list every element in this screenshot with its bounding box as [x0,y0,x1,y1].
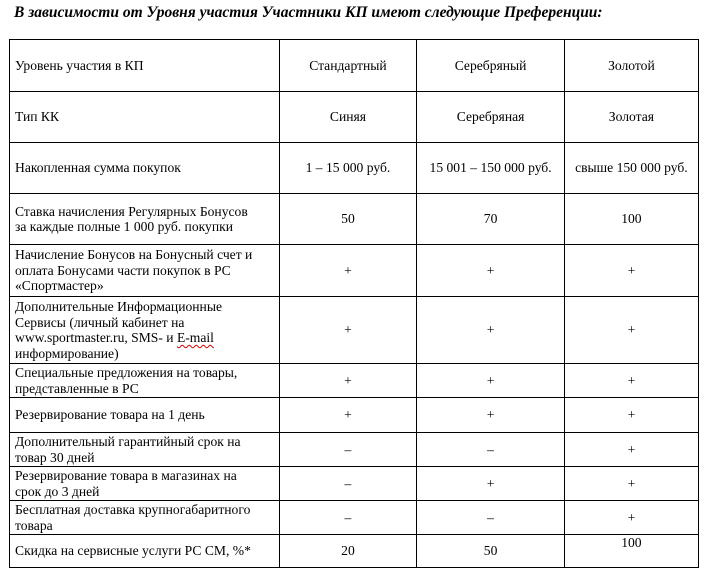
header-cell-silver: Серебряный [417,40,564,92]
cell-gold: Золотая [564,92,698,143]
table-header-row [10,40,699,92]
cell-gold: + [564,501,698,535]
cell-standard: – [279,467,417,501]
cell-standard: Синяя [279,92,417,143]
table-row-free-delivery [10,501,699,535]
cell-gold: + [564,245,698,297]
table-row-purchase-sum [10,143,699,194]
cell-standard: – [279,433,417,467]
preferences-table [9,39,699,568]
cell-gold: + [564,297,698,364]
row-label: Бесплатная доставка крупногабаритного товара [10,501,280,535]
row-label: Ставка начисления Регулярных Бонусов за каждые полные 1 000 руб. покупки [10,194,280,245]
cell-silver: 70 [417,194,564,245]
row-label: Резервирование товара в магазинах на срок до 3 дней [10,467,280,501]
cell-silver: – [417,501,564,535]
cell-silver: 15 001 – 150 000 руб. [417,143,564,194]
row-label: Скидка на сервисные услуги РС СМ, %* [10,535,280,568]
cell-standard: + [279,245,417,297]
cell-gold: + [564,433,698,467]
cell-standard: 1 – 15 000 руб. [279,143,417,194]
table-row-card-type [10,92,699,143]
page-heading: В зависимости от Уровня участия Участники КП имеют следующие Преференции: [14,4,603,21]
header-cell-standard: Стандартный [279,40,417,92]
cell-silver: + [417,364,564,398]
cell-gold: + [564,398,698,433]
gold-discount-value: 100 [621,535,642,551]
table-row-reserve-1-day [10,398,699,433]
cell-silver: 50 [417,535,564,568]
cell-silver: Серебряная [417,92,564,143]
row-label: Дополнительные Информационные Сервисы (личный кабинет на www.sportmaster.ru, SMS- и E-mail информирование) [10,297,280,364]
cell-silver: + [417,297,564,364]
table-row-special-offers [10,364,699,398]
row-label: Накопленная сумма покупок [10,143,280,194]
cell-gold: свыше 150 000 руб. [564,143,698,194]
table-row-reserve-3-days [10,467,699,501]
table-row-info-services [10,297,699,364]
header-cell-level: Уровень участия в КП [10,40,280,92]
row-label: Начисление Бонусов на Бонусный счет и оплата Бонусами части покупок в РС «Спортмастер» [10,245,280,297]
cell-standard: 20 [279,535,417,568]
row-label: Тип КК [10,92,280,143]
header-cell-gold: Золотой [564,40,698,92]
cell-gold: + [564,467,698,501]
cell-gold: 100 [564,194,698,245]
row-label: Резервирование товара на 1 день [10,398,280,433]
cell-gold: + [564,364,698,398]
cell-standard: – [279,501,417,535]
cell-standard: 50 [279,194,417,245]
cell-silver: + [417,467,564,501]
table-row-service-discount [10,535,699,568]
cell-silver: + [417,245,564,297]
table-row-bonus-accrual [10,245,699,297]
row-label: Дополнительный гарантийный срок на товар 30 дней [10,433,280,467]
cell-standard: + [279,297,417,364]
cell-gold [564,535,698,568]
table-row-bonus-rate [10,194,699,245]
cell-silver: + [417,398,564,433]
cell-standard: + [279,398,417,433]
cell-standard: + [279,364,417,398]
row-label: Специальные предложения на товары, представленные в РС [10,364,280,398]
cell-silver: – [417,433,564,467]
table-row-warranty [10,433,699,467]
